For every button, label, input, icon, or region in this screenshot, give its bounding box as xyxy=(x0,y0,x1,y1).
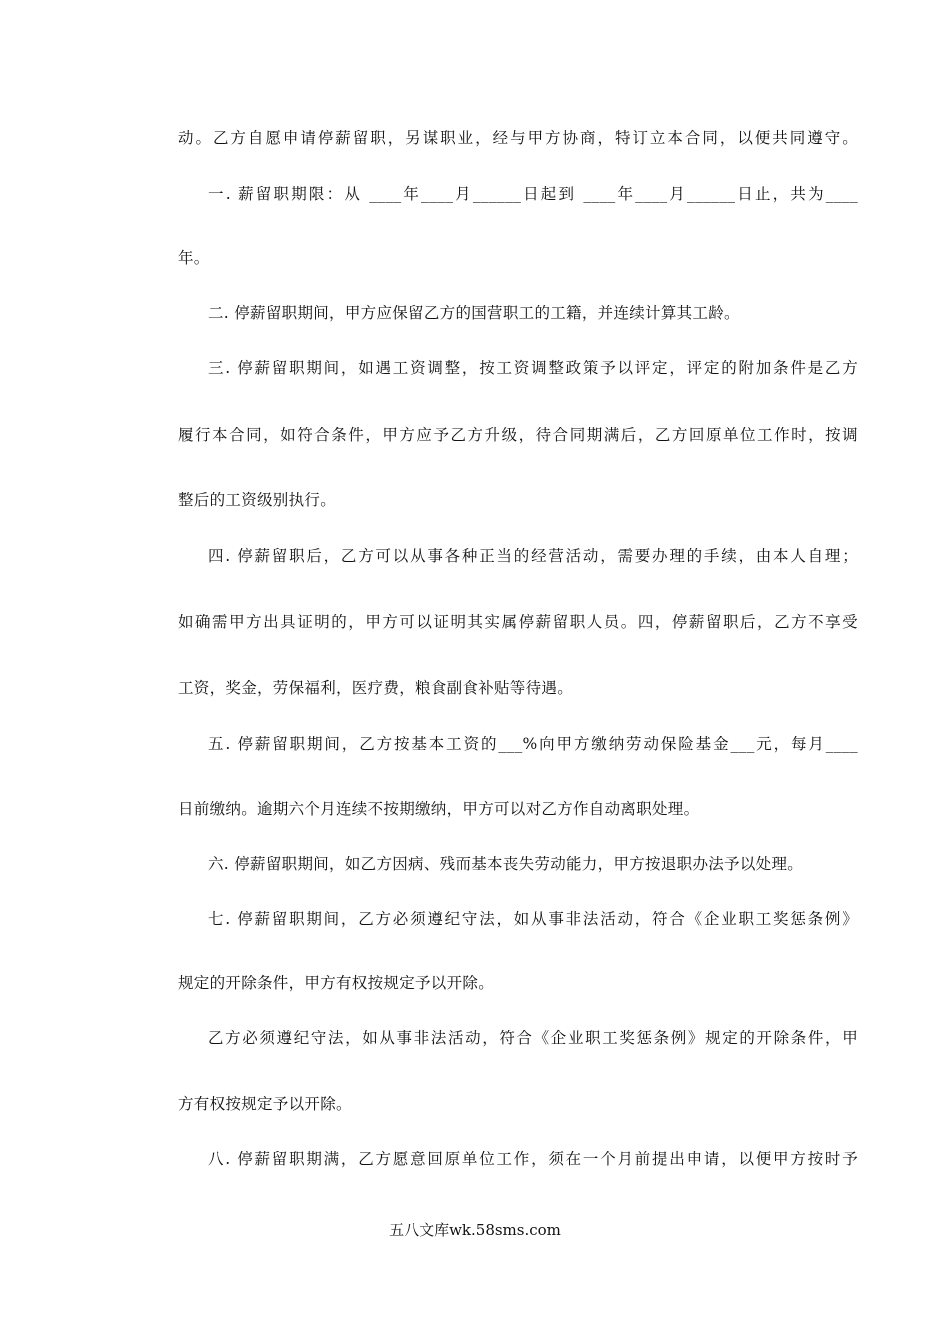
text-line: 五. 停薪留职期间，乙方按基本工资的___%向甲方缴纳劳动保险基金___元，每月____ xyxy=(208,735,858,753)
text-line: 动。乙方自愿申请停薪留职，另谋职业，经与甲方协商，特订立本合同，以便共同遵守。 xyxy=(178,129,858,147)
text-line: 四. 停薪留职后，乙方可以从事各种正当的经营活动，需要办理的手续，由本人自理； xyxy=(208,547,858,565)
text-line: 七. 停薪留职期间，乙方必须遵纪守法，如从事非法活动，符合《企业职工奖惩条例》 xyxy=(208,910,858,928)
page-footer: 五八文库wk.58sms.com xyxy=(389,1221,561,1239)
text-line: 履行本合同，如符合条件，甲方应予乙方升级，待合同期满后，乙方回原单位工作时，按调 xyxy=(178,426,858,444)
text-line: 一. 薪留职期限：从 ____年____月______日起到 ____年____月______日止，共为____ xyxy=(208,185,858,203)
text-line: 年。 xyxy=(178,249,210,267)
text-line: 乙方必须遵纪守法，如从事非法活动，符合《企业职工奖惩条例》规定的开除条件，甲 xyxy=(208,1029,858,1047)
text-line: 方有权按规定予以开除。 xyxy=(178,1095,352,1113)
text-line: 三. 停薪留职期间，如遇工资调整，按工资调整政策予以评定，评定的附加条件是乙方 xyxy=(208,359,858,377)
text-line: 如确需甲方出具证明的，甲方可以证明其实属停薪留职人员。四，停薪留职后，乙方不享受 xyxy=(178,613,858,631)
text-line: 二. 停薪留职期间，甲方应保留乙方的国营职工的工籍，并连续计算其工龄。 xyxy=(208,304,740,322)
text-line: 六. 停薪留职期间，如乙方因病、残而基本丧失劳动能力，甲方按退职办法予以处理。 xyxy=(208,855,804,873)
text-line: 日前缴纳。逾期六个月连续不按期缴纳，甲方可以对乙方作自动离职处理。 xyxy=(178,800,700,818)
text-line: 工资，奖金，劳保福利，医疗费，粮食副食补贴等待遇。 xyxy=(178,679,574,697)
text-line: 八. 停薪留职期满，乙方愿意回原单位工作，须在一个月前提出申请，以便甲方按时予 xyxy=(208,1150,858,1168)
text-line: 整后的工资级别执行。 xyxy=(178,491,337,509)
text-line: 规定的开除条件，甲方有权按规定予以开除。 xyxy=(178,974,495,992)
